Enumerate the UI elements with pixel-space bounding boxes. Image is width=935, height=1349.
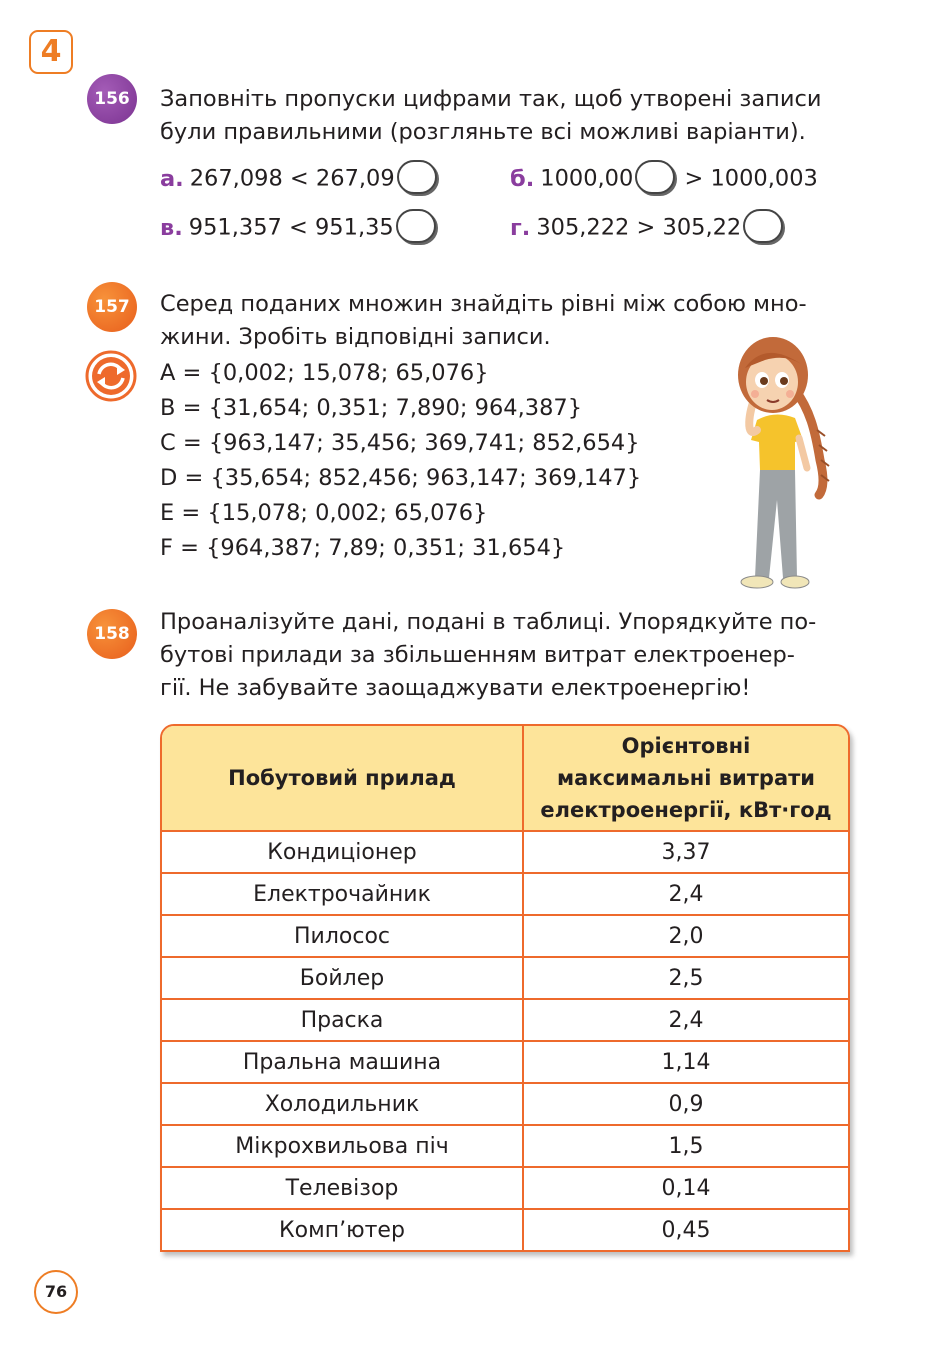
appliance-name: Комп’ютер xyxy=(162,1209,523,1250)
option-a-expression: 267,098 < 267,09 xyxy=(189,165,395,192)
option-b-label: б. xyxy=(510,165,535,192)
option-c-expression: 951,357 < 951,35 xyxy=(188,214,394,241)
set-a: A = {0,002; 15,078; 65,076} xyxy=(160,360,489,386)
task-156-line-1: Заповніть пропуски цифрами так, щоб утворені записи xyxy=(160,86,822,112)
task-156-option-c xyxy=(160,211,438,245)
table-row xyxy=(162,831,848,873)
girl-illustration xyxy=(715,330,850,595)
option-b-expression-left: 1000,00 xyxy=(540,165,634,192)
appliance-name: Електрочайник xyxy=(162,873,523,915)
appliance-value: 1,5 xyxy=(523,1125,848,1167)
appliance-value: 3,37 xyxy=(523,831,848,873)
table-row xyxy=(162,1167,848,1209)
option-d-blank[interactable] xyxy=(743,209,783,243)
repeat-icon xyxy=(85,350,137,402)
appliance-name: Холодильник xyxy=(162,1083,523,1125)
appliance-value: 2,4 xyxy=(523,873,848,915)
option-d-label: г. xyxy=(510,214,531,241)
page-number: 76 xyxy=(34,1270,78,1314)
option-a-label: а. xyxy=(160,165,184,192)
appliance-value: 0,45 xyxy=(661,1217,711,1243)
task-157-line-2: жини. Зробіть відповідні записи. xyxy=(160,324,551,350)
option-d-expression: 305,222 > 305,22 xyxy=(536,214,742,241)
set-f: F = {964,387; 7,89; 0,351; 31,654} xyxy=(160,535,566,561)
header-appliance: Побутовий прилад xyxy=(162,726,523,831)
task-156-line-2: були правильними (розгляньте всі можливі варіанти). xyxy=(160,119,806,145)
appliance-name: Бойлер xyxy=(162,957,523,999)
task-157-line-1: Серед поданих множин знайдіть рівні між собою мно- xyxy=(160,291,807,317)
table-row xyxy=(162,1209,848,1250)
task-157-badge: 157 xyxy=(87,282,137,332)
chapter-number: 4 xyxy=(29,30,73,74)
header-consumption-line-2: максимальні витрати xyxy=(556,766,816,790)
header-consumption xyxy=(523,726,848,831)
appliance-name: Мікрохвильова піч xyxy=(162,1125,523,1167)
sets-list xyxy=(160,356,641,566)
appliance-name: Телевізор xyxy=(162,1167,523,1209)
set-b: B = {31,654; 0,351; 7,890; 964,387} xyxy=(160,395,583,421)
appliance-value: 2,5 xyxy=(523,957,848,999)
set-d: D = {35,654; 852,456; 963,147; 369,147} xyxy=(160,465,642,491)
option-b-blank[interactable] xyxy=(635,160,675,194)
table-row xyxy=(162,999,848,1041)
appliance-value: 2,4 xyxy=(523,999,848,1041)
task-156-text xyxy=(160,83,850,149)
option-a-blank[interactable] xyxy=(397,160,437,194)
appliance-value: 1,14 xyxy=(523,1041,848,1083)
appliance-name: Пральна машина xyxy=(162,1041,523,1083)
appliance-value: 2,0 xyxy=(523,915,848,957)
task-156-option-a xyxy=(160,162,439,196)
task-158-line-1: Проаналізуйте дані, подані в таблиці. Упорядкуйте по- xyxy=(160,609,817,635)
option-c-label: в. xyxy=(160,214,183,241)
table-header-row xyxy=(162,726,848,831)
table-row xyxy=(162,915,848,957)
table-row xyxy=(162,873,848,915)
appliance-name: Кондиціонер xyxy=(162,831,523,873)
table-row xyxy=(162,1125,848,1167)
table-row xyxy=(162,1041,848,1083)
task-158-line-2: бутові прилади за збільшенням витрат електроенер- xyxy=(160,642,795,668)
appliance-name: Праска xyxy=(162,999,523,1041)
appliance-name: Пилосос xyxy=(162,915,523,957)
task-156-option-d xyxy=(510,211,785,245)
appliance-value: 0,9 xyxy=(523,1083,848,1125)
header-consumption-line-3: електроенергії, кВт·год xyxy=(540,798,832,822)
set-e: E = {15,078; 0,002; 65,076} xyxy=(160,500,488,526)
set-c: C = {963,147; 35,456; 369,741; 852,654} xyxy=(160,430,640,456)
appliance-value: 0,14 xyxy=(523,1167,848,1209)
table-row xyxy=(162,1083,848,1125)
task-158-line-3: гії. Не забувайте заощаджувати електроенергію! xyxy=(160,675,751,701)
table-row xyxy=(162,957,848,999)
task-156-option-b xyxy=(510,162,818,196)
option-c-blank[interactable] xyxy=(396,209,436,243)
header-consumption-line-1: Орієнтовні xyxy=(621,734,751,758)
task-158-text xyxy=(160,606,850,705)
task-158-badge: 158 xyxy=(87,609,137,659)
task-156-badge: 156 xyxy=(87,74,137,124)
option-b-expression-right: > 1000,003 xyxy=(684,165,818,192)
appliances-table xyxy=(160,724,850,1252)
